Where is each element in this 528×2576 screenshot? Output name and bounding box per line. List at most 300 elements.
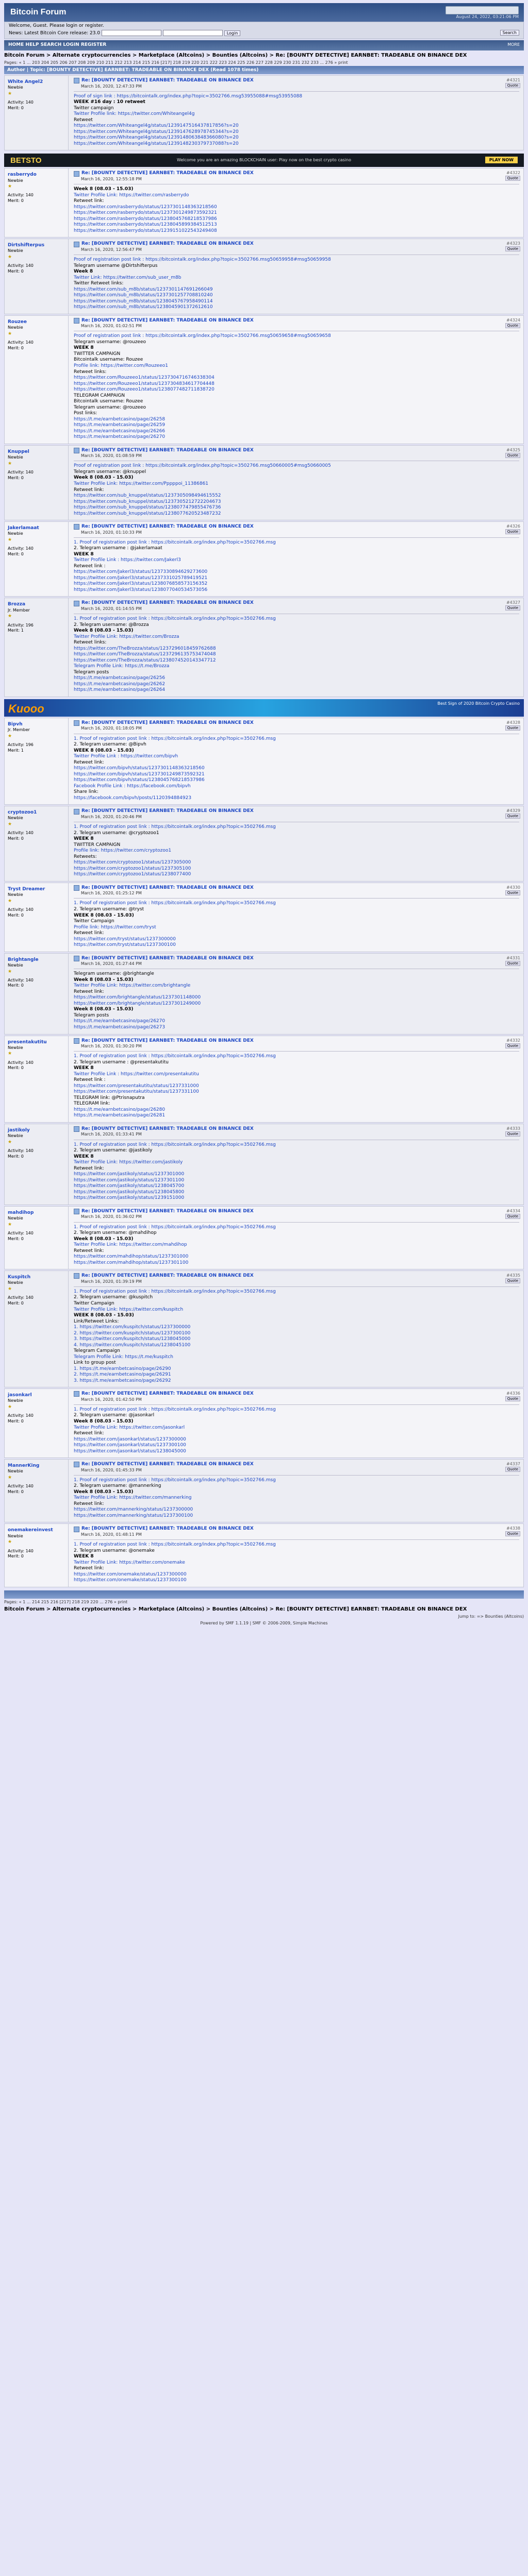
- post-line[interactable]: https://twitter.com/onemake/status/1237300000: [74, 1571, 187, 1577]
- post-line[interactable]: https://twitter.com/Whiteangel4g/status/1239148230379737088?s=20: [74, 141, 239, 146]
- post-line[interactable]: https://twitter.com/jasonkarl/status/1238045000: [74, 1448, 186, 1454]
- post-line[interactable]: https://t.me/earnbetcasino/page/26273: [74, 1025, 166, 1030]
- poster-rank: Newbie: [8, 1533, 23, 1538]
- quote-button[interactable]: Quote: [505, 1467, 520, 1472]
- post-line[interactable]: https://t.me/earnbetcasino/page/26259: [74, 422, 166, 428]
- post-line[interactable]: Proof of registration post link : https://bitcointalk.org/index.php?topic=3502766.msg50659958#msg50659958: [74, 257, 331, 263]
- poster-name[interactable]: Rouzee: [8, 319, 27, 325]
- post-line[interactable]: Twitter Link: https://twitter.com/sub_user_m8b: [74, 275, 182, 280]
- post-line[interactable]: Profile link: https://twitter.com/cryptozoo1: [74, 848, 172, 854]
- poster-rank: Newbie: [8, 531, 23, 536]
- post-line[interactable]: https://twitter.com/tryst/status/1237300100: [74, 942, 176, 948]
- post-title[interactable]: Re: [BOUNTY DETECTIVE] EARNBET: TRADEABLE ON BINANCE DEX: [81, 1038, 254, 1043]
- post-title[interactable]: Re: [BOUNTY DETECTIVE] EARNBET: TRADEABLE ON BINANCE DEX: [81, 317, 254, 323]
- post-body: [74, 616, 519, 693]
- post-line[interactable]: Twitter Profile Link: https://twitter.com/jastikoly: [74, 1160, 183, 1165]
- post-content: [72, 1524, 523, 1586]
- post-line: Week 8 (08.03 - 15.03): [74, 1418, 134, 1424]
- message-icon: [74, 1126, 79, 1132]
- post-content: [72, 806, 523, 880]
- post-line[interactable]: Proof of registration post link : https://bitcointalk.org/index.php?topic=3502766.msg50659658#msg50659658: [74, 333, 331, 339]
- post-number[interactable]: #4322: [506, 171, 520, 176]
- post-line: Retweet link :: [74, 1077, 106, 1083]
- post-line[interactable]: https://t.me/earnbetcasino/page/26280: [74, 1107, 166, 1112]
- post-line: 2. Telegram username: @Bipvh: [74, 742, 146, 748]
- post-line[interactable]: https://t.me/earnbetcasino/page/26264: [74, 687, 166, 693]
- post-line: Retweet: [74, 117, 93, 123]
- forum-post: [4, 239, 524, 314]
- post-content: [72, 1460, 523, 1522]
- post-line: 2. Telegram username: @tryst: [74, 907, 144, 912]
- post-line[interactable]: 3. https://twitter.com/kuspitch/status/1238045000: [74, 1336, 191, 1342]
- post-body: [74, 94, 519, 147]
- nav-tabs[interactable]: HOME HELP SEARCH LOGIN REGISTER: [8, 42, 107, 47]
- post-line[interactable]: 1. Proof of registration post link : https://bitcointalk.org/index.php?topic=3502766.msg: [74, 1289, 276, 1294]
- poster-rank: Newbie: [8, 816, 23, 821]
- poster-name[interactable]: Bipvh: [8, 721, 23, 727]
- post-line: Retweet links:: [74, 369, 107, 375]
- post-line[interactable]: https://twitter.com/TheBrozza/status/1238074520143347712: [74, 657, 216, 663]
- post-body: [74, 257, 519, 311]
- post-number[interactable]: #4335: [506, 1273, 520, 1278]
- post-line[interactable]: https://t.me/earnbetcasino/page/26256: [74, 675, 166, 681]
- post-title[interactable]: Re: [BOUNTY DETECTIVE] EARNBET: TRADEABLE ON BINANCE DEX: [81, 1273, 254, 1279]
- post-line[interactable]: https://twitter.com/TheBrozza/status/1237296135753474048: [74, 652, 216, 657]
- post-line[interactable]: 1. Proof of registration post link : https://bitcointalk.org/index.php?topic=3502766.msg: [74, 616, 276, 622]
- post-date: March 16, 2020, 01:33:41 PM: [81, 1132, 142, 1137]
- message-icon: [74, 1209, 79, 1214]
- poster-activity: Activity: 140: [8, 1295, 34, 1300]
- post-line[interactable]: https://twitter.com/cryptozoo1/status/1237305000: [74, 860, 191, 866]
- post-line: Twitter Retweet links:: [74, 281, 124, 286]
- post-line: Link to group post: [74, 1360, 116, 1366]
- post-line[interactable]: https://twitter.com/rasberrydo/status/1239151022543249408: [74, 228, 217, 233]
- post-number[interactable]: #4338: [506, 1526, 520, 1531]
- post-number[interactable]: #4324: [506, 317, 520, 323]
- poster-name[interactable]: Dirtshifterpus: [8, 243, 45, 248]
- poster-name[interactable]: MannerKing: [8, 1463, 40, 1469]
- post-line[interactable]: https://twitter.com/sub_m8b/status/1238045767958490114: [74, 298, 213, 304]
- post-line[interactable]: Twitter Profile Link: https://twitter.com/brightangle: [74, 983, 191, 989]
- post-line[interactable]: https://twitter.com/sub_m8b/status/1237301147691266049: [74, 286, 213, 292]
- poster-name[interactable]: Jakerlamaat: [8, 526, 39, 531]
- post-line[interactable]: 1. https://twitter.com/kuspitch/status/1237300000: [74, 1325, 191, 1330]
- post-line: WEEK 8 (08.03 - 15.03): [74, 748, 134, 753]
- topic-header: [4, 66, 524, 74]
- post-number[interactable]: #4332: [506, 1038, 520, 1043]
- post-line[interactable]: Twitter Profile Link : https://twitter.com/bipvh: [74, 754, 178, 759]
- post-line[interactable]: Twitter Profile Link : https://twitter.com/presentakutitu: [74, 1071, 199, 1077]
- post-line[interactable]: 1. Proof of registration post link : https://bitcointalk.org/index.php?topic=3502766.msg: [74, 1054, 276, 1059]
- post-line: Retweet link:: [74, 1501, 104, 1506]
- jump-to[interactable]: Jump to: => Bounties (Altcoins): [458, 1614, 524, 1619]
- message-icon: [74, 1273, 79, 1279]
- quote-button[interactable]: Quote: [505, 529, 520, 534]
- post-line[interactable]: https://twitter.com/jastikoly/status/1239151000: [74, 1195, 185, 1201]
- post-title[interactable]: Re: [BOUNTY DETECTIVE] EARNBET: TRADEABLE ON BINANCE DEX: [81, 447, 254, 453]
- poster-rank: Newbie: [8, 325, 23, 330]
- post-title[interactable]: Re: [BOUNTY DETECTIVE] EARNBET: TRADEABLE ON BINANCE DEX: [81, 171, 254, 176]
- post-body: [74, 901, 519, 948]
- post-line[interactable]: https://facebook.com/bipvh/posts/1120394884923: [74, 795, 192, 801]
- quote-button[interactable]: Quote: [505, 605, 520, 611]
- poster-name[interactable]: rasberrydo: [8, 172, 37, 178]
- poster-merit: Merit: 0: [8, 1236, 24, 1241]
- ad-banner[interactable]: [4, 154, 524, 167]
- post-line[interactable]: https://twitter.com/bipvh/status/1237301249873592321: [74, 771, 205, 777]
- page: [4, 3, 524, 1625]
- post-line[interactable]: 1. Proof of registration post link : https://bitcointalk.org/index.php?topic=3502766.msg: [74, 1142, 276, 1147]
- post-line[interactable]: https://twitter.com/sub_m8b/status/1238045901372612610: [74, 304, 213, 310]
- message-icon: [74, 720, 79, 726]
- post-number[interactable]: #4333: [506, 1126, 520, 1131]
- post-line[interactable]: 1. Proof of registration post link : https://bitcointalk.org/index.php?topic=3502766.msg: [74, 1224, 276, 1230]
- post-line[interactable]: https://twitter.com/sub_knuppel/status/1237305098494615552: [74, 493, 221, 499]
- post-line[interactable]: https://twitter.com/bipvh/status/1237301148363218560: [74, 766, 205, 771]
- post-line[interactable]: Twitter Profile Link: https://twitter.com/mannerking: [74, 1495, 192, 1501]
- post-line[interactable]: https://twitter.com/cryptozoo1/status/1238077400: [74, 872, 191, 877]
- rank-stars: ★: [8, 184, 12, 190]
- poster-name[interactable]: mahdihop: [8, 1210, 34, 1215]
- post-line[interactable]: https://twitter.com/jasonkarl/status/1237300100: [74, 1443, 186, 1448]
- post-date: March 16, 2020, 01:20:46 PM: [81, 814, 142, 819]
- forum-post: [4, 718, 524, 805]
- quote-button[interactable]: Quote: [505, 725, 520, 731]
- rank-stars: ★: [8, 461, 12, 466]
- poster-name[interactable]: Brightangle: [8, 957, 39, 962]
- post-line[interactable]: https://twitter.com/Rouzeeo1/status/1237304716746338304: [74, 375, 214, 381]
- forum-post: [4, 1388, 524, 1458]
- poster-rank: Jr. Member: [8, 607, 30, 613]
- post-number[interactable]: #4329: [506, 808, 520, 814]
- forum-post: [4, 806, 524, 881]
- post-line[interactable]: https://twitter.com/rasberrydo/status/1238045768218537986: [74, 216, 217, 222]
- poster-merit: Merit: 0: [8, 836, 24, 841]
- post-line[interactable]: Facebook Profile Link : https://facebook.com/bipvh: [74, 783, 191, 789]
- welcome-box: [4, 22, 524, 39]
- forum-post: [4, 315, 524, 444]
- post-line[interactable]: https://twitter.com/Whiteangel4g/status/1239148063848366080?s=20: [74, 135, 239, 141]
- post-line: Telegram username: @rouzeeo: [74, 339, 146, 345]
- header-search-input[interactable]: [446, 6, 519, 14]
- post-title[interactable]: Re: [BOUNTY DETECTIVE] EARNBET: TRADEABLE ON BINANCE DEX: [81, 1126, 254, 1131]
- pagination[interactable]: Pages: « 1 ... 203 204 205 206 207 208 209 210 211 212 213 214 215 216 [217] 218 219 220 221 222 223 224 225 226 227 228 229 230 231 232 233 ... 276 » print: [4, 60, 348, 65]
- post-title[interactable]: Re: [BOUNTY DETECTIVE] EARNBET: TRADEABLE ON BINANCE DEX: [81, 241, 254, 247]
- poster-name[interactable]: cryptozoo1: [8, 810, 37, 816]
- poster-info: [5, 1460, 69, 1522]
- quote-button[interactable]: Quote: [505, 1043, 520, 1048]
- poster-merit: Merit: 1: [8, 748, 24, 753]
- post-line[interactable]: https://twitter.com/sub_knuppel/status/1238077479855476736: [74, 505, 221, 511]
- post-line[interactable]: https://twitter.com/bipvh/status/1238045768218537986: [74, 777, 205, 783]
- post-line[interactable]: https://twitter.com/cryptozoo1/status/1237305100: [74, 866, 191, 871]
- poster-info: [5, 239, 69, 313]
- post-line[interactable]: https://twitter.com/rasberrydo/status/1238045899384512513: [74, 222, 217, 228]
- post-number[interactable]: #4325: [506, 447, 520, 452]
- post-line[interactable]: https://t.me/earnbetcasino/page/26266: [74, 428, 166, 434]
- forum-post: [4, 521, 524, 597]
- post-body: [74, 1054, 519, 1119]
- post-line[interactable]: https://twitter.com/jastikoly/status/1238045800: [74, 1189, 185, 1195]
- post-line[interactable]: https://twitter.com/brightangle/status/1237301148000: [74, 995, 201, 1001]
- post-line[interactable]: 1. Proof of registration post link : https://bitcointalk.org/index.php?topic=3502766.msg: [74, 539, 276, 545]
- post-line[interactable]: https://t.me/earnbetcasino/page/26262: [74, 681, 166, 687]
- rank-stars: ★: [8, 822, 12, 827]
- post-number[interactable]: #4321: [506, 78, 520, 82]
- post-line[interactable]: https://twitter.com/mahdihop/status/1237301100: [74, 1260, 189, 1265]
- poster-info: [5, 718, 69, 804]
- post-line[interactable]: Proof of registration post link : https://bitcointalk.org/index.php?topic=3502766.msg50660005#msg50660005: [74, 463, 331, 469]
- post-line[interactable]: https://twitter.com/Jakerl3/status/1238077040534573056: [74, 587, 208, 592]
- message-icon: [74, 1391, 79, 1397]
- poster-rank: Newbie: [8, 1215, 23, 1221]
- post-line[interactable]: https://twitter.com/jastikoly/status/1238045700: [74, 1183, 185, 1189]
- post-body: [74, 1407, 519, 1454]
- post-date: March 16, 2020, 01:02:51 PM: [81, 324, 142, 329]
- post-line[interactable]: https://t.me/earnbetcasino/page/26270: [74, 434, 166, 440]
- post-line[interactable]: 1. Proof of registration post link : https://bitcointalk.org/index.php?topic=3502766.msg: [74, 824, 276, 830]
- post-line: WEEK 8: [74, 836, 94, 842]
- rank-stars: ★: [8, 1475, 12, 1481]
- post-line: Week 8 (08.03 - 15.03): [74, 977, 134, 982]
- post-line[interactable]: 1. Proof of registration post link : https://bitcointalk.org/index.php?topic=3502766.msg: [74, 1477, 276, 1483]
- post-number[interactable]: #4334: [506, 1208, 520, 1213]
- username-input[interactable]: [102, 30, 161, 36]
- quote-button[interactable]: Quote: [505, 961, 520, 966]
- post-title[interactable]: Re: [BOUNTY DETECTIVE] EARNBET: TRADEABLE ON BINANCE DEX: [81, 720, 254, 725]
- poster-name[interactable]: Tryst Dreamer: [8, 886, 45, 892]
- post-line[interactable]: https://twitter.com/Whiteangel4g/status/1239147516437817856?s=20: [74, 123, 239, 129]
- post-line[interactable]: https://twitter.com/rasberrydo/status/1237301249873592321: [74, 210, 217, 216]
- post-title[interactable]: Re: [BOUNTY DETECTIVE] EARNBET: TRADEABLE ON BINANCE DEX: [81, 1391, 254, 1397]
- quote-button[interactable]: Quote: [505, 890, 520, 895]
- post-line: Telegram username: @rouzeeo: [74, 404, 146, 410]
- post-line[interactable]: 1. Proof of registration post link : https://bitcointalk.org/index.php?topic=3502766.msg: [74, 901, 276, 906]
- post-line[interactable]: https://twitter.com/sub_knuppel/status/1238077620523487232: [74, 511, 221, 516]
- post-line[interactable]: 1. Proof of registration post link : https://bitcointalk.org/index.php?topic=3502766.msg: [74, 736, 276, 741]
- post-line[interactable]: https://twitter.com/mannerking/status/1237300100: [74, 1513, 193, 1518]
- quote-button[interactable]: Quote: [505, 83, 520, 88]
- poster-activity: Activity: 140: [8, 831, 34, 836]
- poster-info: [5, 883, 69, 952]
- poster-name[interactable]: onemakereinvest: [8, 1528, 53, 1533]
- post-line: Retweet link:: [74, 1566, 104, 1571]
- poster-name[interactable]: jasonkarl: [8, 1393, 32, 1398]
- post-line[interactable]: https://twitter.com/presentakutitu/status/1237331100: [74, 1089, 199, 1095]
- post-line[interactable]: https://twitter.com/onemake/status/1237300100: [74, 1578, 187, 1583]
- post-line[interactable]: https://twitter.com/TheBrozza/status/1237296018459762688: [74, 646, 216, 651]
- post-line[interactable]: 1. Proof of registration post link : https://bitcointalk.org/index.php?topic=3502766.msg: [74, 1542, 276, 1548]
- post-content: [72, 76, 523, 150]
- post-title[interactable]: Re: [BOUNTY DETECTIVE] EARNBET: TRADEABLE ON BINANCE DEX: [81, 1208, 254, 1214]
- post-content: [72, 1036, 523, 1122]
- post-title[interactable]: Re: [BOUNTY DETECTIVE] EARNBET: TRADEABLE ON BINANCE DEX: [81, 524, 254, 530]
- post-line[interactable]: https://twitter.com/tryst/status/1237300000: [74, 936, 176, 942]
- post-line[interactable]: Twitter Profile Link: https://twitter.com/rasberrydo: [74, 192, 189, 198]
- poster-activity: Activity: 140: [8, 1230, 34, 1235]
- poster-merit: Merit: 0: [8, 551, 24, 556]
- post-line[interactable]: https://t.me/earnbetcasino/page/26281: [74, 1113, 166, 1118]
- post-number[interactable]: #4336: [506, 1391, 520, 1396]
- header-date: August 24, 2022, 03:21:06 PM: [456, 14, 519, 19]
- post-line[interactable]: https://t.me/earnbetcasino/page/26258: [74, 416, 166, 422]
- poster-activity: Activity: 140: [8, 977, 34, 982]
- post-line: 2. Telegram username : @jakerlamaat: [74, 546, 162, 551]
- post-line: TELEGRAM CAMPAIGN: [74, 393, 125, 398]
- post-line[interactable]: 4. https://twitter.com/kuspitch/status/1238045100: [74, 1342, 191, 1348]
- quote-button[interactable]: Quote: [505, 1214, 520, 1219]
- post-line[interactable]: Twitter Profile Link: https://twitter.com/mahdihop: [74, 1242, 187, 1248]
- banner-play-button[interactable]: PLAY NOW: [485, 157, 518, 163]
- post-line[interactable]: Twitter Profile Link: https://twitter.com/kuspitch: [74, 1307, 184, 1312]
- post-line[interactable]: Profile link: https://twitter.com/Rouzeeo1: [74, 363, 168, 368]
- poster-name[interactable]: Brozza: [8, 602, 26, 607]
- post-line[interactable]: https://twitter.com/Jakerl3/status/1237331025789419521: [74, 575, 208, 581]
- quote-button[interactable]: Quote: [505, 1396, 520, 1401]
- quote-button[interactable]: Quote: [505, 453, 520, 458]
- news-text: News: Latest Bitcoin Core release: 23.0: [9, 30, 101, 36]
- post-line[interactable]: 3. https://t.me/earnbetcasino/page/26292: [74, 1378, 171, 1383]
- post-number[interactable]: #4330: [506, 885, 520, 890]
- post-number[interactable]: #4328: [506, 720, 520, 725]
- post-number[interactable]: #4331: [506, 955, 520, 960]
- search-button[interactable]: Search: [500, 30, 519, 36]
- message-icon: [74, 242, 79, 247]
- post-line[interactable]: https://twitter.com/Whiteangel4g/status/1239147628978745344?s=20: [74, 129, 239, 134]
- post-line[interactable]: https://twitter.com/jastikoly/status/1237301100: [74, 1177, 185, 1183]
- poster-name[interactable]: White Angel2: [8, 79, 43, 84]
- post-number[interactable]: #4326: [506, 524, 520, 529]
- post-line[interactable]: https://twitter.com/Jakerl3/status/1237330894629273600: [74, 569, 208, 575]
- post-number[interactable]: #4327: [506, 600, 520, 605]
- post-line[interactable]: https://twitter.com/brightangle/status/1237301249000: [74, 1001, 201, 1006]
- password-input[interactable]: [163, 30, 223, 36]
- forum-post: [4, 168, 524, 238]
- quote-button[interactable]: Quote: [505, 176, 520, 181]
- post-line[interactable]: https://twitter.com/sub_m8b/status/1237301257708810240: [74, 293, 213, 298]
- breadcrumb[interactable]: Bitcoin Forum > Alternate cryptocurrencies > Marketplace (Altcoins) > Bounties (Altcoins) > Re: [BOUNTY DETECTIVE] EARNBET: TRADEABLE ON BINANCE DEX: [4, 53, 467, 58]
- quote-button[interactable]: Quote: [505, 1278, 520, 1283]
- post-content: [72, 522, 523, 596]
- poster-merit: Merit: 0: [8, 475, 24, 480]
- post-line[interactable]: https://twitter.com/Jakerl3/status/1238076858573156352: [74, 581, 208, 587]
- post-line[interactable]: Twitter Profile Link: https://twitter.com/onemake: [74, 1560, 185, 1565]
- post-line[interactable]: Profile link: https://twitter.com/tryst: [74, 924, 156, 930]
- post-line[interactable]: Twitter Profile link: https://twitter.com/Whiteangel4g: [74, 111, 195, 117]
- post-line[interactable]: https://twitter.com/Rouzeeo1/status/1237304834617704448: [74, 381, 214, 386]
- post-number[interactable]: #4323: [506, 241, 520, 246]
- quote-button[interactable]: Quote: [505, 246, 520, 251]
- nav-more[interactable]: MORE: [507, 42, 520, 47]
- post-title[interactable]: Re: [BOUNTY DETECTIVE] EARNBET: TRADEABLE ON BINANCE DEX: [81, 808, 254, 814]
- post-body: [74, 824, 519, 878]
- footer-breadcrumb[interactable]: Bitcoin Forum > Alternate cryptocurrencies > Marketplace (Altcoins) > Bounties (Altcoins) > Re: [BOUNTY DETECTIVE] EARNBET: TRADEABLE ON BINANCE DEX: [4, 1606, 467, 1612]
- post-line[interactable]: https://twitter.com/jasonkarl/status/1237300000: [74, 1436, 186, 1442]
- poster-activity: Activity: 140: [8, 100, 34, 105]
- post-date: March 16, 2020, 12:47:33 PM: [81, 83, 142, 89]
- post-line: WEEK 8: [74, 551, 94, 557]
- poster-merit: Merit: 0: [8, 1154, 24, 1159]
- post-number[interactable]: #4337: [506, 1462, 520, 1467]
- quote-button[interactable]: Quote: [505, 323, 520, 328]
- post-line[interactable]: 2. https://t.me/earnbetcasino/page/26291: [74, 1372, 171, 1378]
- post-line[interactable]: https://twitter.com/jastikoly/status/1237301000: [74, 1172, 185, 1177]
- login-button[interactable]: Login: [224, 30, 241, 36]
- poster-merit: Merit: 0: [8, 1301, 24, 1306]
- post-body: [74, 1142, 519, 1201]
- poster-name[interactable]: Knuppel: [8, 449, 29, 454]
- post-line[interactable]: Twitter Profile Link: https://twitter.com/jasonkarl: [74, 1425, 185, 1430]
- post-line[interactable]: Twitter Profile Link : https://twitter.com/Jakerl3: [74, 557, 181, 563]
- post-date: March 16, 2020, 01:08:59 PM: [81, 453, 142, 459]
- post-body: [74, 1225, 519, 1266]
- post-title[interactable]: Re: [BOUNTY DETECTIVE] EARNBET: TRADEABLE ON BINANCE DEX: [81, 78, 254, 83]
- poster-name[interactable]: jastikoly: [8, 1127, 30, 1133]
- post-content: [72, 718, 523, 804]
- poster-name[interactable]: Kuspitch: [8, 1275, 31, 1280]
- post-date: March 16, 2020, 01:36:02 PM: [81, 1214, 142, 1219]
- post-title[interactable]: Re: [BOUNTY DETECTIVE] EARNBET: TRADEABLE ON BINANCE DEX: [81, 600, 254, 606]
- poster-name[interactable]: presentakutitu: [8, 1039, 47, 1045]
- post-line: Twitter Campaign: [74, 919, 114, 924]
- post-line[interactable]: https://twitter.com/presentakutitu/status/1237331000: [74, 1083, 199, 1089]
- post-line[interactable]: Proof of sign link : https://bitcointalk.org/index.php?topic=3502766.msg53955088#msg53955088: [74, 93, 303, 99]
- post-line[interactable]: 2. https://twitter.com/kuspitch/status/1237300100: [74, 1330, 191, 1336]
- poster-info: [5, 1389, 69, 1458]
- quote-button[interactable]: Quote: [505, 1531, 520, 1536]
- footer-pagination[interactable]: Pages: « 1 ... 214 215 216 [217] 218 219 220 ... 276 » print: [4, 1599, 128, 1604]
- post-date: March 16, 2020, 01:30:20 PM: [81, 1044, 142, 1049]
- post-line[interactable]: https://twitter.com/mahdihop/status/1237301000: [74, 1254, 189, 1260]
- poster-activity: Activity: 140: [8, 1060, 34, 1065]
- post-line: Retweet link:: [74, 989, 104, 994]
- post-line[interactable]: https://twitter.com/sub_knuppel/status/1237305212722204673: [74, 499, 221, 504]
- post-line[interactable]: https://twitter.com/rasberrydo/status/1237301148363218560: [74, 204, 217, 210]
- post-title[interactable]: Re: [BOUNTY DETECTIVE] EARNBET: TRADEABLE ON BINANCE DEX: [81, 1526, 254, 1532]
- message-icon: [74, 809, 79, 815]
- poster-rank: Newbie: [8, 892, 23, 897]
- post-line[interactable]: https://twitter.com/Rouzeeo1/status/1238077482711838720: [74, 387, 214, 393]
- poster-rank: Newbie: [8, 248, 23, 253]
- post-line: Week 8 (08.03 - 15.03): [74, 1007, 134, 1012]
- post-line[interactable]: https://twitter.com/mannerking/status/1237300000: [74, 1507, 193, 1513]
- post-line[interactable]: 1. https://t.me/earnbetcasino/page/26290: [74, 1366, 171, 1371]
- poster-rank: Newbie: [8, 1398, 23, 1403]
- ad-banner-2[interactable]: [4, 699, 524, 717]
- poster-rank: Jr. Member: [8, 727, 30, 733]
- post-line[interactable]: Twitter Profile Link: https://twitter.com/Brozza: [74, 634, 179, 639]
- post-title[interactable]: Re: [BOUNTY DETECTIVE] EARNBET: TRADEABLE ON BINANCE DEX: [81, 1462, 254, 1467]
- rank-stars: ★: [8, 733, 12, 739]
- forum-post: [4, 1459, 524, 1522]
- post-line[interactable]: Twitter Profile Link: https://twitter.com/Pppppoi_11386861: [74, 481, 209, 486]
- post-line[interactable]: Telegram Profile Link: https://t.me/Brozza: [74, 664, 170, 669]
- forum-title[interactable]: Bitcoin Forum: [10, 8, 67, 16]
- post-title[interactable]: Re: [BOUNTY DETECTIVE] EARNBET: TRADEABLE ON BINANCE DEX: [81, 885, 254, 890]
- forum-post: [4, 883, 524, 952]
- post-line[interactable]: Telegram Profile Link: https://t.me/kuspitch: [74, 1354, 173, 1360]
- quote-button[interactable]: Quote: [505, 814, 520, 819]
- post-line[interactable]: https://t.me/earnbetcasino/page/26270: [74, 1019, 166, 1024]
- poster-activity: Activity: 140: [8, 1484, 34, 1489]
- post-line: WEEK 8: [74, 1554, 94, 1560]
- post-line: Retweet link:: [74, 930, 104, 936]
- post-body: [74, 971, 519, 1030]
- post-title[interactable]: Re: [BOUNTY DETECTIVE] EARNBET: TRADEABLE ON BINANCE DEX: [81, 955, 254, 961]
- post-line: 2. Telegram username: @jasonkarl: [74, 1413, 155, 1418]
- post-line[interactable]: 1. Proof of registration post link : https://bitcointalk.org/index.php?topic=3502766.msg: [74, 1406, 276, 1412]
- quote-button[interactable]: Quote: [505, 1131, 520, 1137]
